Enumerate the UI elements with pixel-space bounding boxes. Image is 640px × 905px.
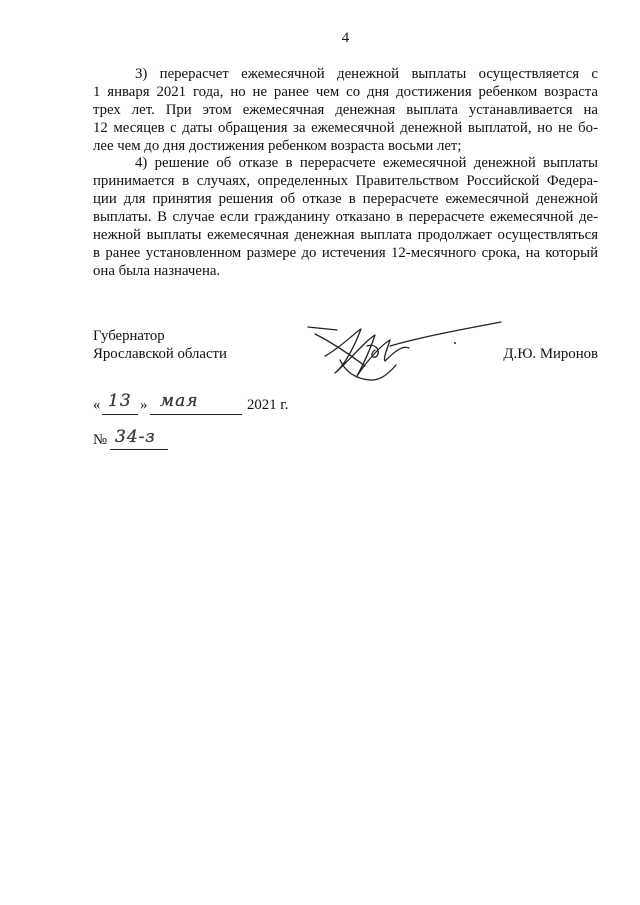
text-line: она была назначена.: [93, 262, 221, 279]
handwritten-number: 34-з: [115, 427, 156, 447]
document-body: [93, 66, 598, 281]
signatory-name: Д.Ю. Миронов: [503, 346, 598, 362]
text-line: нежной выплаты ежемесячная денежная выплата продолжает осуществляться: [93, 227, 598, 244]
signature-stroke: [340, 360, 396, 380]
date-close-quote: »: [140, 397, 148, 413]
signatory-title-line2: Ярославской области: [93, 346, 227, 362]
text-line: 3) перерасчет ежемесячной денежной выплаты осуществляется с: [135, 66, 598, 82]
signature-stroke: [308, 327, 337, 330]
date-year: 2021 г.: [247, 397, 289, 413]
text-line: 4) решение об отказе в перерасчете ежемесячной денежной выплаты: [135, 155, 598, 172]
text-line: 12 месяцев с даты обращения за ежемесячной денежной выплатой, но не бо-: [93, 119, 598, 136]
handwritten-day: 13: [108, 391, 132, 411]
paragraph-recalculation: [93, 66, 598, 155]
date-open-quote: «: [93, 397, 101, 413]
text-line: выплаты. В случае если гражданину отказано в перерасчете ежемесячной де-: [93, 209, 598, 226]
text-line: лее чем до дня достижения ребенком возраста восьми лет;: [93, 137, 462, 154]
handwritten-month: мая: [160, 391, 199, 411]
text-line: трех лет. При этом ежемесячная денежная выплата устанавливается на: [93, 101, 598, 118]
text-line: в ранее установленном размере до истечения 12-месячного срока, на который: [93, 244, 598, 261]
signatory-title-line1: Губернатор: [93, 328, 165, 344]
text-line: 1 января 2021 года, но не ранее чем со дня достижения ребенком возраста: [93, 83, 598, 100]
text-line: принимается в случаях, определенных Правительством Российской Федера-: [93, 173, 598, 190]
signature-stroke: [390, 322, 501, 346]
signature: [295, 310, 510, 390]
signature-stroke: [325, 329, 409, 376]
page-number: 4: [341, 30, 350, 46]
signature-dot: [454, 342, 456, 344]
paragraph-refusal: [93, 155, 598, 280]
number-sign: №: [93, 432, 108, 448]
text-line: ции для принятия решения об отказе в перерасчете ежемесячной денежной: [93, 191, 598, 208]
